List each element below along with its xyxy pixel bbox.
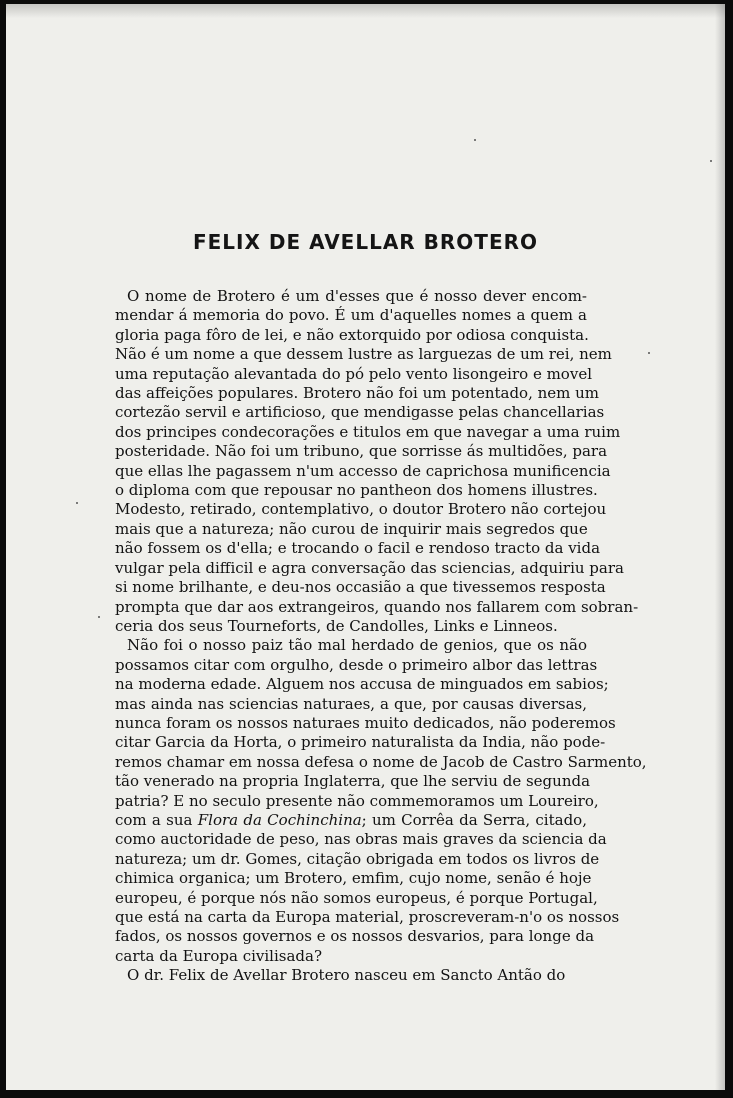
book-title: Flora da Cochinchina [197, 810, 362, 829]
text-line: na moderna edade. Alguem nos accusa de minguados em sabios; [115, 675, 609, 694]
text-line: O nome de Brotero é um d'esses que é nosso dever encom- [127, 287, 587, 305]
text-line: que ellas lhe pagassem n'um accesso de caprichosa munificencia [115, 461, 611, 480]
text-line: das affeições populares. Brotero não foi um potentado, nem um [115, 384, 600, 403]
text-line: mas ainda nas sciencias naturaes, a que, por causas diversas, [115, 694, 587, 713]
print-speck [474, 139, 476, 141]
text-line: remos chamar em nossa defesa o nome de Jacob de Castro Sarmento, [115, 752, 647, 771]
text-line: uma reputação alevantada do pó pelo vento lisongeiro e movel [115, 364, 592, 383]
text-line: vulgar pela difficil e agra conversação das sciencias, adquiriu para [115, 558, 624, 577]
text-line: ceria dos seus Tourneforts, de Candolles, Links e Linneos. [115, 616, 558, 635]
print-speck [710, 160, 712, 162]
text-line: nunca foram os nossos naturaes muito dedicados, não poderemos [115, 713, 616, 732]
text-line: fados, os nossos governos e os nossos desvarios, para longe da [115, 927, 595, 946]
text-line: patria? E no seculo presente não commemoramos um Loureiro, [115, 791, 599, 810]
text-line: gloria paga fôro de lei, e não extorquido por odiosa conquista. [115, 325, 589, 344]
text-line: não fossem os d'ella; e trocando o facil e rendoso tracto da vida [115, 539, 601, 558]
text-line: como auctoridade de peso, nas obras mais graves da sciencia da [115, 830, 607, 849]
text-line: o diploma com que repousar no pantheon dos homens illustres. [115, 481, 598, 500]
text-line: prompta que dar aos extrangeiros, quando nos fallarem com sobran- [115, 597, 639, 616]
text-line: europeu, é porque nós não somos europeus, é porque Portugal, [115, 888, 598, 907]
text-line: carta da Europa civilisada? [115, 946, 322, 965]
print-speck [648, 352, 650, 354]
text-line: chimica organica; um Brotero, emfim, cujo nome, senão é hoje [115, 869, 592, 888]
page-shadow-top [6, 4, 725, 18]
text-line: Não é um nome a que dessem lustre as larguezas de um rei, nem [115, 345, 612, 364]
text-line: mendar á memoria do povo. É um d'aquelles nomes a quem a [115, 306, 587, 325]
text-line: com a sua Flora da Cochinchina; um Corrêa da Serra, citado, [115, 810, 587, 829]
print-speck [98, 616, 100, 618]
scanned-page [6, 4, 725, 1090]
text-line: Não foi o nosso paiz tão mal herdado de genios, que os não [127, 636, 587, 655]
text-line: O dr. Felix de Avellar Brotero nasceu em Sancto Antão do [127, 966, 566, 985]
page-shadow-right [715, 4, 725, 1090]
print-speck [76, 502, 78, 504]
text-line: Modesto, retirado, contemplativo, o doutor Brotero não cortejou [115, 500, 607, 519]
text-line: tão venerado na propria Inglaterra, que lhe serviu de segunda [115, 772, 591, 791]
chapter-title: FELIX DE AVELLAR BROTERO [192, 230, 539, 254]
text-line: cortezão servil e artificioso, que mendigasse pelas chancellarias [115, 403, 605, 422]
text-line: si nome brilhante, e deu-nos occasião a que tivessemos resposta [115, 578, 606, 597]
text-line: dos principes condecorações e titulos em que navegar a uma ruim [115, 422, 621, 441]
body-text [115, 287, 647, 986]
text-line: citar Garcia da Horta, o primeiro naturalista da India, não pode- [115, 733, 606, 752]
text-line: natureza; um dr. Gomes, citação obrigada em todos os livros de [115, 849, 600, 868]
text-line: posteridade. Não foi um tribuno, que sorrisse ás multidões, para [115, 442, 608, 461]
text-line: possamos citar com orgulho, desde o primeiro albor das lettras [115, 655, 598, 674]
text-line: que está na carta da Europa material, proscreveram-n'o os nossos [115, 908, 620, 926]
text-line: mais que a natureza; não curou de inquirir mais segredos que [115, 519, 588, 538]
